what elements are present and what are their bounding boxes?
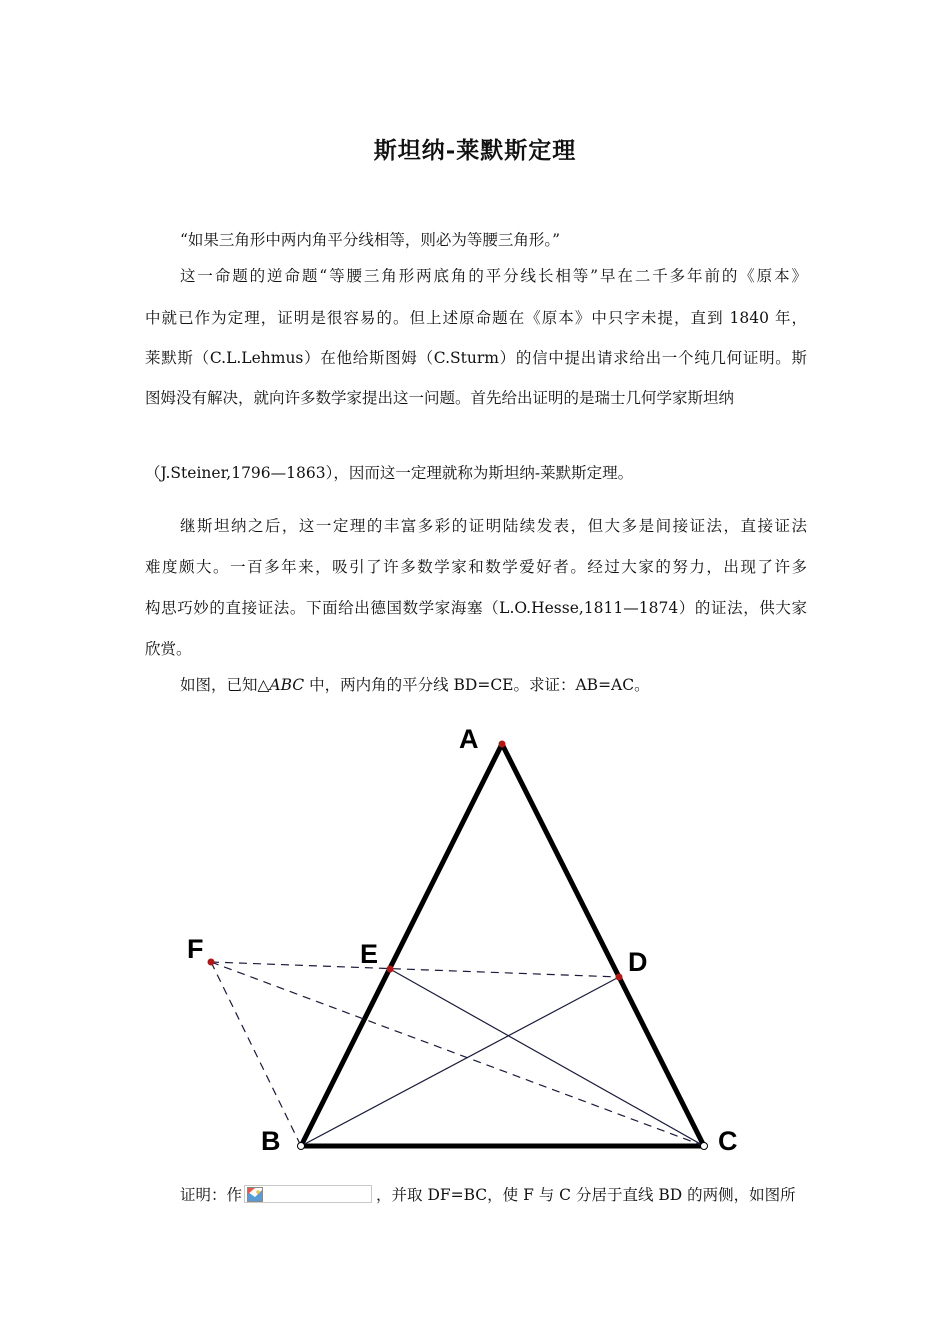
document-title: 斯坦纳-莱默斯定理 (373, 137, 577, 164)
point-d (616, 974, 623, 981)
paragraph-1-line-1: 这一命题的逆命题“等腰三角形两底角的平分线长相等”早在二千多年前的《原本》 (180, 267, 807, 285)
point-e (387, 966, 394, 973)
given-prefix: 如图，已知△ (180, 676, 270, 694)
label-f: F (187, 934, 204, 964)
theorem-quote: “如果三角形中两内角平分线相等，则必为等腰三角形。” (180, 231, 561, 249)
bisector-bd (301, 977, 619, 1146)
label-e: E (360, 939, 379, 969)
given-statement (180, 673, 807, 695)
paragraph-1-line-2: 中就已作为定理，证明是很容易的。但上述原命题在《原本》中只字未提，直到 1840 年， (145, 309, 807, 327)
broken-image-placeholder (244, 1185, 372, 1203)
label-b: B (261, 1126, 281, 1156)
side-ab (301, 744, 502, 1146)
paragraph-2-line-1: 继斯坦纳之后，这一定理的丰富多彩的证明陆续发表，但大多是间接证法，直接证法 (180, 517, 807, 535)
dashed-fd (211, 962, 619, 977)
side-ac (502, 744, 704, 1146)
given-suffix: 中，两内角的平分线 BD=CE。求证：AB=AC。 (304, 676, 650, 694)
paragraph-2-line-2: 难度颇大。一百多年来，吸引了许多数学家和数学爱好者。经过大家的努力，出现了许多 (145, 558, 807, 576)
proof-prefix: 证明：作 (180, 1186, 243, 1204)
paragraph-2-line-4: 欣赏。 (145, 640, 192, 658)
label-d: D (628, 947, 648, 977)
geometry-figure (180, 715, 760, 1175)
point-a (499, 741, 506, 748)
label-a: A (459, 724, 479, 754)
dashed-fb (211, 962, 301, 1146)
paragraph-1-line-5: （J.Steiner,1796—1863），因而这一定理就称为斯坦纳-莱默斯定理。 (145, 464, 634, 482)
paragraph-2-line-3: 构思巧妙的直接证法。下面给出德国数学家海塞（L.O.Hesse,1811—1874）的证法，供大家 (145, 599, 807, 617)
point-c (701, 1143, 708, 1150)
proof-suffix: ，并取 DF=BC，使 F 与 C 分居于直线 BD 的两侧，如图所 (376, 1186, 796, 1204)
label-c: C (718, 1126, 738, 1156)
paragraph-1-line-3: 莱默斯（C.L.Lehmus）在他给斯图姆（C.Sturm）的信中提出请求给出一个纯几何证明。斯 (145, 349, 807, 367)
dashed-fc (211, 962, 704, 1146)
point-f (208, 959, 215, 966)
triangle-name: ABC (269, 676, 305, 694)
proof-line (180, 1183, 807, 1205)
broken-image-icon (247, 1187, 263, 1202)
paragraph-1-line-4: 图姆没有解决，就向许多数学家提出这一问题。首先给出证明的是瑞士几何学家斯坦纳 (145, 389, 735, 407)
point-b (298, 1143, 305, 1150)
